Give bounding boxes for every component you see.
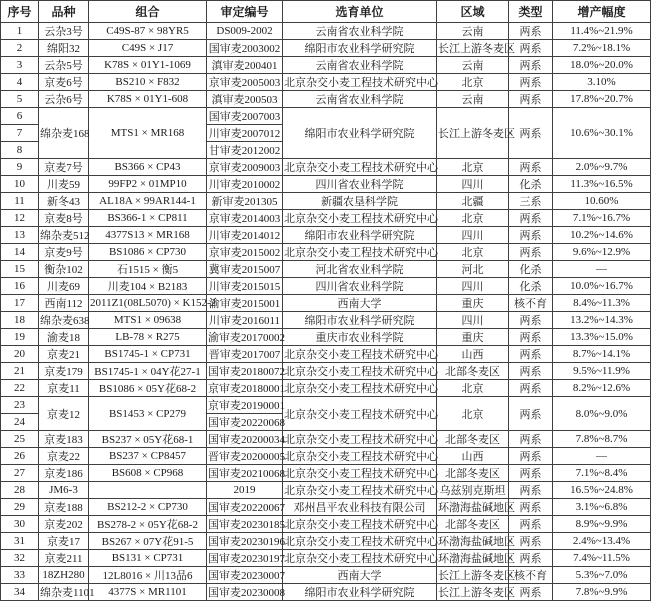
cell-unit: 绵阳市农业科学研究院 (283, 584, 437, 601)
cell-approval: 晋审麦20200005 (207, 448, 283, 465)
table-row (1, 176, 651, 193)
cell-region: 云南 (437, 57, 509, 74)
table-row (1, 380, 651, 397)
table-row (1, 397, 651, 414)
cell-combination: BS210 × F832 (89, 74, 207, 91)
cell-region: 北京 (437, 397, 509, 431)
cell-unit: 绵阳市农业科学研究院 (283, 108, 437, 159)
cell-variety: JM6-3 (39, 482, 89, 499)
cell-no: 13 (1, 227, 39, 244)
column-header-combination: 组合 (89, 1, 207, 23)
cell-approval: 川审麦2015015 (207, 278, 283, 295)
cell-unit: 北京杂交小麦工程技术研究中心 (283, 448, 437, 465)
cell-yield: 7.4%~11.5% (553, 550, 651, 567)
table-row (1, 312, 651, 329)
cell-type: 两系 (509, 108, 553, 159)
cell-no: 10 (1, 176, 39, 193)
cell-yield: 11.4%~21.9% (553, 23, 651, 40)
cell-approval: 川审麦2016011 (207, 312, 283, 329)
cell-unit: 北京杂交小麦工程技术研究中心 (283, 533, 437, 550)
cell-combination: 川麦104 × B2183 (89, 278, 207, 295)
cell-type: 两系 (509, 346, 553, 363)
table-row (1, 108, 651, 125)
cell-region: 长江上游冬麦区 (437, 567, 509, 584)
cell-combination: 石1515 × 衡5 (89, 261, 207, 278)
cell-combination: AL18A × 99AR144-1 (89, 193, 207, 210)
cell-variety: 绵阳32 (39, 40, 89, 57)
column-header-variety: 品种 (39, 1, 89, 23)
cell-unit: 北京杂交小麦工程技术研究中心 (283, 482, 437, 499)
cell-type: 两系 (509, 380, 553, 397)
cell-region: 四川 (437, 278, 509, 295)
cell-unit: 绵阳市农业科学研究院 (283, 40, 437, 57)
cell-no: 32 (1, 550, 39, 567)
cell-variety: 京麦22 (39, 448, 89, 465)
cell-variety: 渝麦18 (39, 329, 89, 346)
cell-type: 两系 (509, 584, 553, 601)
cell-type: 核不育 (509, 567, 553, 584)
cell-region: 长江上游冬麦区 (437, 584, 509, 601)
cell-region: 北京 (437, 380, 509, 397)
cell-combination: MTS1 × MR168 (89, 108, 207, 159)
cell-unit: 邓州昌平农业科技有限公司 (283, 499, 437, 516)
cell-type: 两系 (509, 329, 553, 346)
cell-variety: 京麦183 (39, 431, 89, 448)
cell-no: 34 (1, 584, 39, 601)
cell-no: 11 (1, 193, 39, 210)
table-row (1, 40, 651, 57)
cell-type: 两系 (509, 363, 553, 380)
cell-yield: 2.4%~13.4% (553, 533, 651, 550)
cell-unit: 北京杂交小麦工程技术研究中心 (283, 516, 437, 533)
cell-combination: C49S × J17 (89, 40, 207, 57)
cell-unit: 河北省农业科学院 (283, 261, 437, 278)
cell-unit: 云南省农业科学院 (283, 91, 437, 108)
cell-yield: 18.0%~20.0% (553, 57, 651, 74)
cell-approval: DS009-2002 (207, 23, 283, 40)
cell-variety: 京麦17 (39, 533, 89, 550)
cell-no: 15 (1, 261, 39, 278)
table-row (1, 210, 651, 227)
cell-no: 20 (1, 346, 39, 363)
cell-region: 河北 (437, 261, 509, 278)
cell-unit: 北京杂交小麦工程技术研究中心 (283, 397, 437, 431)
column-header-type: 类型 (509, 1, 553, 23)
cell-type: 两系 (509, 499, 553, 516)
cell-type: 两系 (509, 482, 553, 499)
cell-yield: 10.6%~30.1% (553, 108, 651, 159)
cell-combination: 2011Z1(08L5070) × K152-2 (89, 295, 207, 312)
cell-unit: 西南大学 (283, 295, 437, 312)
cell-type: 两系 (509, 91, 553, 108)
cell-approval: 京审麦20190001 (207, 397, 283, 414)
cell-no: 24 (1, 414, 39, 431)
table-body (1, 23, 651, 601)
cell-region: 北部冬麦区 (437, 363, 509, 380)
cell-variety: 京麦9号 (39, 244, 89, 261)
cell-approval: 京审麦2014003 (207, 210, 283, 227)
cell-variety: 京麦211 (39, 550, 89, 567)
cell-approval: 新审麦201305 (207, 193, 283, 210)
cell-yield: 10.2%~14.6% (553, 227, 651, 244)
cell-variety: 云杂6号 (39, 91, 89, 108)
cell-region: 云南 (437, 23, 509, 40)
cell-variety: 绵杂麦1101 (39, 584, 89, 601)
cell-type: 两系 (509, 210, 553, 227)
cell-no: 26 (1, 448, 39, 465)
cell-unit: 北京杂交小麦工程技术研究中心 (283, 244, 437, 261)
cell-type: 两系 (509, 533, 553, 550)
cell-region: 北京 (437, 210, 509, 227)
table-row (1, 499, 651, 516)
cell-unit: 重庆市农业科学院 (283, 329, 437, 346)
cell-variety: 京麦6号 (39, 74, 89, 91)
cell-region: 山西 (437, 448, 509, 465)
cell-combination: 99FP2 × 01MP10 (89, 176, 207, 193)
cell-variety: 云杂5号 (39, 57, 89, 74)
cell-combination: 4377S × MR1101 (89, 584, 207, 601)
cell-unit: 北京杂交小麦工程技术研究中心 (283, 210, 437, 227)
column-header-region: 区域 (437, 1, 509, 23)
cell-variety: 绵杂麦512 (39, 227, 89, 244)
cell-yield: 3.10% (553, 74, 651, 91)
cell-region: 乌兹别克斯坦 (437, 482, 509, 499)
cell-approval: 国审麦20230008 (207, 584, 283, 601)
cell-approval: 滇审麦200401 (207, 57, 283, 74)
cell-no: 9 (1, 159, 39, 176)
table-row (1, 91, 651, 108)
table-row (1, 516, 651, 533)
cell-combination: K78S × 01Y1-608 (89, 91, 207, 108)
cell-no: 27 (1, 465, 39, 482)
cell-region: 北京 (437, 74, 509, 91)
cell-no: 25 (1, 431, 39, 448)
cell-region: 重庆 (437, 329, 509, 346)
cell-type: 两系 (509, 40, 553, 57)
cell-combination: BS237 × CP8457 (89, 448, 207, 465)
column-header-no: 序号 (1, 1, 39, 23)
cell-region: 环渤海盐碱地区 (437, 533, 509, 550)
cell-approval: 川审麦2014012 (207, 227, 283, 244)
cell-approval: 国审麦20230007 (207, 567, 283, 584)
table-row (1, 431, 651, 448)
cell-approval: 国审麦20180072 (207, 363, 283, 380)
table-row (1, 448, 651, 465)
column-header-approval: 审定编号 (207, 1, 283, 23)
cell-unit: 绵阳市农业科学研究院 (283, 227, 437, 244)
cell-approval: 国审麦20210068 (207, 465, 283, 482)
cell-region: 长江上游冬麦区 (437, 108, 509, 159)
cell-variety: 京麦7号 (39, 159, 89, 176)
cell-variety: 京麦11 (39, 380, 89, 397)
cell-variety: 西南112 (39, 295, 89, 312)
cell-yield: 10.0%~16.7% (553, 278, 651, 295)
cell-combination: BS212-2 × CP730 (89, 499, 207, 516)
cell-unit: 北京杂交小麦工程技术研究中心 (283, 550, 437, 567)
cell-yield: 7.1%~8.4% (553, 465, 651, 482)
cell-yield: 8.0%~9.0% (553, 397, 651, 431)
cell-combination: 12L8016 × 川13品6 (89, 567, 207, 584)
cell-unit: 北京杂交小麦工程技术研究中心 (283, 346, 437, 363)
table-row (1, 261, 651, 278)
cell-variety: 云杂3号 (39, 23, 89, 40)
cell-yield: 13.2%~14.3% (553, 312, 651, 329)
cell-type: 两系 (509, 244, 553, 261)
cell-yield: 9.5%~11.9% (553, 363, 651, 380)
cell-type: 两系 (509, 159, 553, 176)
cell-yield: — (553, 448, 651, 465)
cell-combination: BS131 × CP731 (89, 550, 207, 567)
cell-unit: 云南省农业科学院 (283, 57, 437, 74)
cell-no: 4 (1, 74, 39, 91)
cell-no: 28 (1, 482, 39, 499)
cell-yield: 8.4%~11.3% (553, 295, 651, 312)
cell-approval: 国审麦2003002 (207, 40, 283, 57)
cell-unit: 北京杂交小麦工程技术研究中心 (283, 465, 437, 482)
cell-yield: 3.1%~6.8% (553, 499, 651, 516)
cell-unit: 北京杂交小麦工程技术研究中心 (283, 159, 437, 176)
cell-no: 21 (1, 363, 39, 380)
cell-region: 四川 (437, 227, 509, 244)
cell-approval: 京审麦2009003 (207, 159, 283, 176)
cell-yield: 8.2%~12.6% (553, 380, 651, 397)
cell-combination: BS366 × CP43 (89, 159, 207, 176)
cell-yield: 7.1%~16.7% (553, 210, 651, 227)
cell-no: 30 (1, 516, 39, 533)
table-row (1, 74, 651, 91)
cell-combination: BS1086 × 05Y花68-2 (89, 380, 207, 397)
cell-variety: 绵杂麦168 (39, 108, 89, 159)
cell-region: 云南 (437, 91, 509, 108)
cell-variety: 川麦59 (39, 176, 89, 193)
cell-variety: 京麦179 (39, 363, 89, 380)
table-row (1, 584, 651, 601)
cell-combination: BS278-2 × 05Y花68-2 (89, 516, 207, 533)
table-row (1, 533, 651, 550)
cell-type: 两系 (509, 57, 553, 74)
cell-no: 23 (1, 397, 39, 414)
cell-no: 12 (1, 210, 39, 227)
cell-no: 31 (1, 533, 39, 550)
cell-variety: 新冬43 (39, 193, 89, 210)
cell-yield: 2.0%~9.7% (553, 159, 651, 176)
cell-combination: K78S × 01Y1-1069 (89, 57, 207, 74)
cell-no: 6 (1, 108, 39, 125)
table-header (1, 1, 651, 23)
cell-region: 北部冬麦区 (437, 516, 509, 533)
cell-unit: 绵阳市农业科学研究院 (283, 312, 437, 329)
cell-approval: 晋审麦2017007 (207, 346, 283, 363)
cell-variety: 18ZH280 (39, 567, 89, 584)
cell-type: 两系 (509, 448, 553, 465)
cell-variety: 京麦202 (39, 516, 89, 533)
cell-combination: BS366-1 × CP811 (89, 210, 207, 227)
table-row (1, 193, 651, 210)
cell-type: 化杀 (509, 176, 553, 193)
cell-approval: 京审麦2015002 (207, 244, 283, 261)
table-row (1, 550, 651, 567)
cell-type: 两系 (509, 312, 553, 329)
cell-type: 化杀 (509, 278, 553, 295)
cell-approval: 国审麦20230196 (207, 533, 283, 550)
cell-unit: 北京杂交小麦工程技术研究中心 (283, 363, 437, 380)
cell-approval: 京审麦20180001 (207, 380, 283, 397)
cell-yield: — (553, 261, 651, 278)
cell-approval: 甘审麦2012002 (207, 142, 283, 159)
cell-no: 5 (1, 91, 39, 108)
table-row (1, 567, 651, 584)
cell-variety: 京麦186 (39, 465, 89, 482)
cell-type: 两系 (509, 431, 553, 448)
cell-region: 北京 (437, 159, 509, 176)
cell-no: 29 (1, 499, 39, 516)
cell-variety: 京麦188 (39, 499, 89, 516)
cell-region: 环渤海盐碱地区 (437, 550, 509, 567)
cell-unit: 北京杂交小麦工程技术研究中心 (283, 431, 437, 448)
cell-unit: 北京杂交小麦工程技术研究中心 (283, 380, 437, 397)
cell-yield: 5.3%~7.0% (553, 567, 651, 584)
cell-combination: BS1086 × CP730 (89, 244, 207, 261)
table-row (1, 363, 651, 380)
cell-no: 19 (1, 329, 39, 346)
cell-yield: 10.60% (553, 193, 651, 210)
cell-unit: 四川省农业科学院 (283, 176, 437, 193)
cell-approval: 渝审麦20170002 (207, 329, 283, 346)
cell-yield: 7.8%~9.9% (553, 584, 651, 601)
cell-type: 三系 (509, 193, 553, 210)
cell-region: 北疆 (437, 193, 509, 210)
table-row (1, 465, 651, 482)
cell-combination: LB-78 × R275 (89, 329, 207, 346)
cell-yield: 8.7%~14.1% (553, 346, 651, 363)
cell-region: 北部冬麦区 (437, 465, 509, 482)
cell-combination: MTS1 × 09638 (89, 312, 207, 329)
cell-no: 18 (1, 312, 39, 329)
table-row (1, 278, 651, 295)
cell-type: 核不育 (509, 295, 553, 312)
cell-region: 山西 (437, 346, 509, 363)
cell-type: 两系 (509, 227, 553, 244)
cell-variety: 京麦21 (39, 346, 89, 363)
cell-type: 化杀 (509, 261, 553, 278)
cell-combination: BS1745-1 × CP731 (89, 346, 207, 363)
cell-unit: 云南省农业科学院 (283, 23, 437, 40)
cell-unit: 四川省农业科学院 (283, 278, 437, 295)
cell-type: 两系 (509, 465, 553, 482)
cell-approval: 国审麦20200034 (207, 431, 283, 448)
cell-approval: 国审麦20230185 (207, 516, 283, 533)
cell-no: 16 (1, 278, 39, 295)
cell-no: 1 (1, 23, 39, 40)
cell-type: 两系 (509, 516, 553, 533)
cell-type: 两系 (509, 74, 553, 91)
table-row (1, 159, 651, 176)
cell-region: 北部冬麦区 (437, 431, 509, 448)
table-row (1, 23, 651, 40)
cell-region: 环渤海盐碱地区 (437, 499, 509, 516)
cell-approval: 冀审麦2015007 (207, 261, 283, 278)
table-row (1, 227, 651, 244)
cell-variety: 衡杂102 (39, 261, 89, 278)
cell-unit: 西南大学 (283, 567, 437, 584)
column-header-unit: 选育单位 (283, 1, 437, 23)
cell-yield: 16.5%~24.8% (553, 482, 651, 499)
cell-no: 14 (1, 244, 39, 261)
cell-yield: 17.8%~20.7% (553, 91, 651, 108)
table-row (1, 329, 651, 346)
header-row (1, 1, 651, 23)
cell-variety: 京麦8号 (39, 210, 89, 227)
cell-yield: 13.3%~15.0% (553, 329, 651, 346)
cell-combination: C49S-87 × 98YR5 (89, 23, 207, 40)
table-row (1, 346, 651, 363)
cell-no: 33 (1, 567, 39, 584)
cell-region: 长江上游冬麦区 (437, 40, 509, 57)
table-row (1, 482, 651, 499)
cell-approval: 川审麦2007012 (207, 125, 283, 142)
cell-combination (89, 482, 207, 499)
cell-approval: 渝审麦2015001 (207, 295, 283, 312)
cell-combination: BS1453 × CP279 (89, 397, 207, 431)
cell-variety: 川麦69 (39, 278, 89, 295)
cell-no: 8 (1, 142, 39, 159)
cell-unit: 北京杂交小麦工程技术研究中心 (283, 74, 437, 91)
cell-yield: 11.3%~16.5% (553, 176, 651, 193)
cell-yield: 9.6%~12.9% (553, 244, 651, 261)
cell-region: 重庆 (437, 295, 509, 312)
cell-type: 两系 (509, 550, 553, 567)
cell-yield: 7.2%~18.1% (553, 40, 651, 57)
cell-variety: 绵杂麦638 (39, 312, 89, 329)
cell-approval: 2019 (207, 482, 283, 499)
cell-approval: 国审麦20220067 (207, 499, 283, 516)
table-row (1, 57, 651, 74)
cell-yield: 7.8%~8.7% (553, 431, 651, 448)
cell-no: 3 (1, 57, 39, 74)
cell-no: 2 (1, 40, 39, 57)
cell-unit: 新疆农垦科学院 (283, 193, 437, 210)
cell-no: 7 (1, 125, 39, 142)
cell-approval: 国审麦20220068 (207, 414, 283, 431)
cell-approval: 滇审麦200503 (207, 91, 283, 108)
cell-no: 22 (1, 380, 39, 397)
cell-variety: 京麦12 (39, 397, 89, 431)
cell-region: 北京 (437, 244, 509, 261)
cell-region: 四川 (437, 176, 509, 193)
cell-type: 两系 (509, 23, 553, 40)
table-row (1, 295, 651, 312)
column-header-yield: 增产幅度 (553, 1, 651, 23)
cell-combination: BS237 × 05Y花68-1 (89, 431, 207, 448)
cell-approval: 川审麦2010002 (207, 176, 283, 193)
cell-no: 17 (1, 295, 39, 312)
cell-region: 四川 (437, 312, 509, 329)
cell-approval: 国审麦20230197 (207, 550, 283, 567)
cell-combination: BS267 × 07Y花91-5 (89, 533, 207, 550)
cell-combination: BS1745-1 × 04Y花27-1 (89, 363, 207, 380)
cell-approval: 京审麦2005003 (207, 74, 283, 91)
table-row (1, 244, 651, 261)
cell-yield: 8.9%~9.9% (553, 516, 651, 533)
cell-combination: BS608 × CP968 (89, 465, 207, 482)
cell-approval: 国审麦2007003 (207, 108, 283, 125)
cell-type: 两系 (509, 397, 553, 431)
cell-combination: 4377S13 × MR168 (89, 227, 207, 244)
